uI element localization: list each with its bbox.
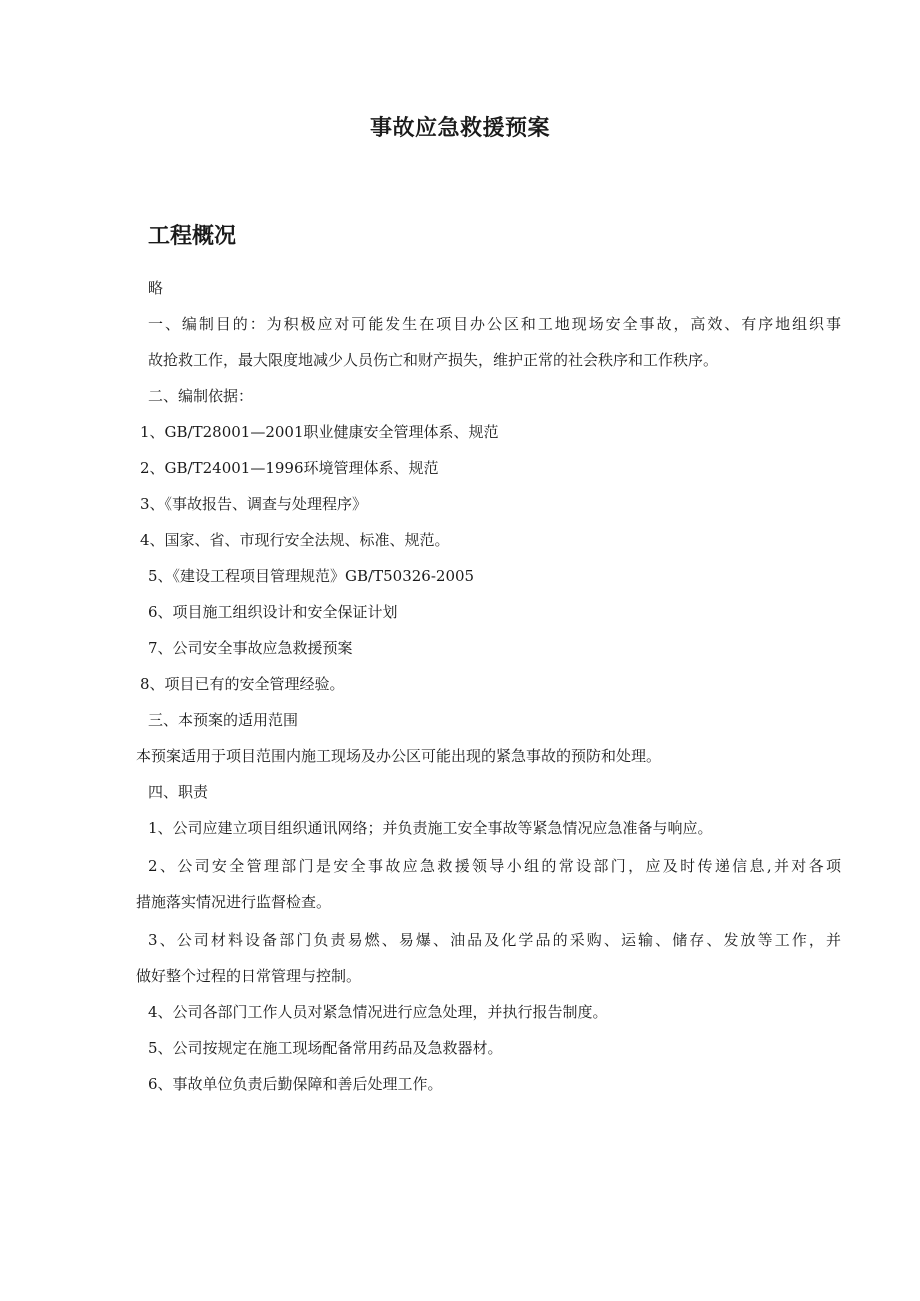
paragraph-line: 6、事故单位负责后勤保障和善后处理工作。: [148, 1075, 443, 1093]
paragraph-line: 5、《建设工程项目管理规范》GB/T50326-2005: [148, 567, 475, 585]
paragraph-line: 3、公司材料设备部门负责易燃、易爆、油品及化学品的采购、运输、储存、发放等工作，并: [148, 931, 841, 949]
paragraph-line: 2、公司安全管理部门是安全事故应急救援领导小组的常设部门，应及时传递信息,并对各项: [148, 857, 841, 875]
paragraph-line: 8、项目已有的安全管理经验。: [140, 675, 345, 693]
paragraph-line: 7、公司安全事故应急救援预案: [148, 639, 353, 657]
paragraph-line: 4、国家、省、市现行安全法规、标准、规范。: [140, 531, 450, 549]
paragraph-line: 四、职责: [148, 783, 209, 801]
paragraph-line: 3、《事故报告、调查与处理程序》: [140, 495, 368, 513]
paragraph-line: 故抢救工作，最大限度地减少人员伤亡和财产损失，维护正常的社会秩序和工作秩序。: [148, 351, 719, 369]
paragraph-line: 4、公司各部门工作人员对紧急情况进行应急处理，并执行报告制度。: [148, 1003, 608, 1021]
paragraph-line: 1、GB/T28001—2001职业健康安全管理体系、规范: [140, 423, 499, 441]
paragraph-line: 二、编制依据：: [148, 387, 254, 405]
paragraph-line: 6、项目施工组织设计和安全保证计划: [148, 603, 398, 621]
paragraph-line: 措施落实情况进行监督检查。: [136, 893, 332, 911]
paragraph-line: 略: [148, 279, 164, 297]
paragraph-line: 5、公司按规定在施工现场配备常用药品及急救器材。: [148, 1039, 503, 1057]
paragraph-line: 2、GB/T24001—1996环境管理体系、规范: [140, 459, 439, 477]
paragraph-line: 1、公司应建立项目组织通讯网络；并负责施工安全事故等紧急情况应急准备与响应。: [148, 819, 713, 837]
paragraph-line: 三、本预案的适用范围: [148, 711, 299, 729]
paragraph-line: 本预案适用于项目范围内施工现场及办公区可能出现的紧急事故的预防和处理。: [136, 747, 662, 765]
paragraph-line: 一、编制目的：为积极应对可能发生在项目办公区和工地现场安全事故，高效、有序地组织事: [148, 315, 841, 333]
document-title: 事故应急救援预案: [369, 116, 550, 141]
section-heading: 工程概况: [148, 224, 237, 249]
paragraph-line: 做好整个过程的日常管理与控制。: [136, 967, 362, 985]
